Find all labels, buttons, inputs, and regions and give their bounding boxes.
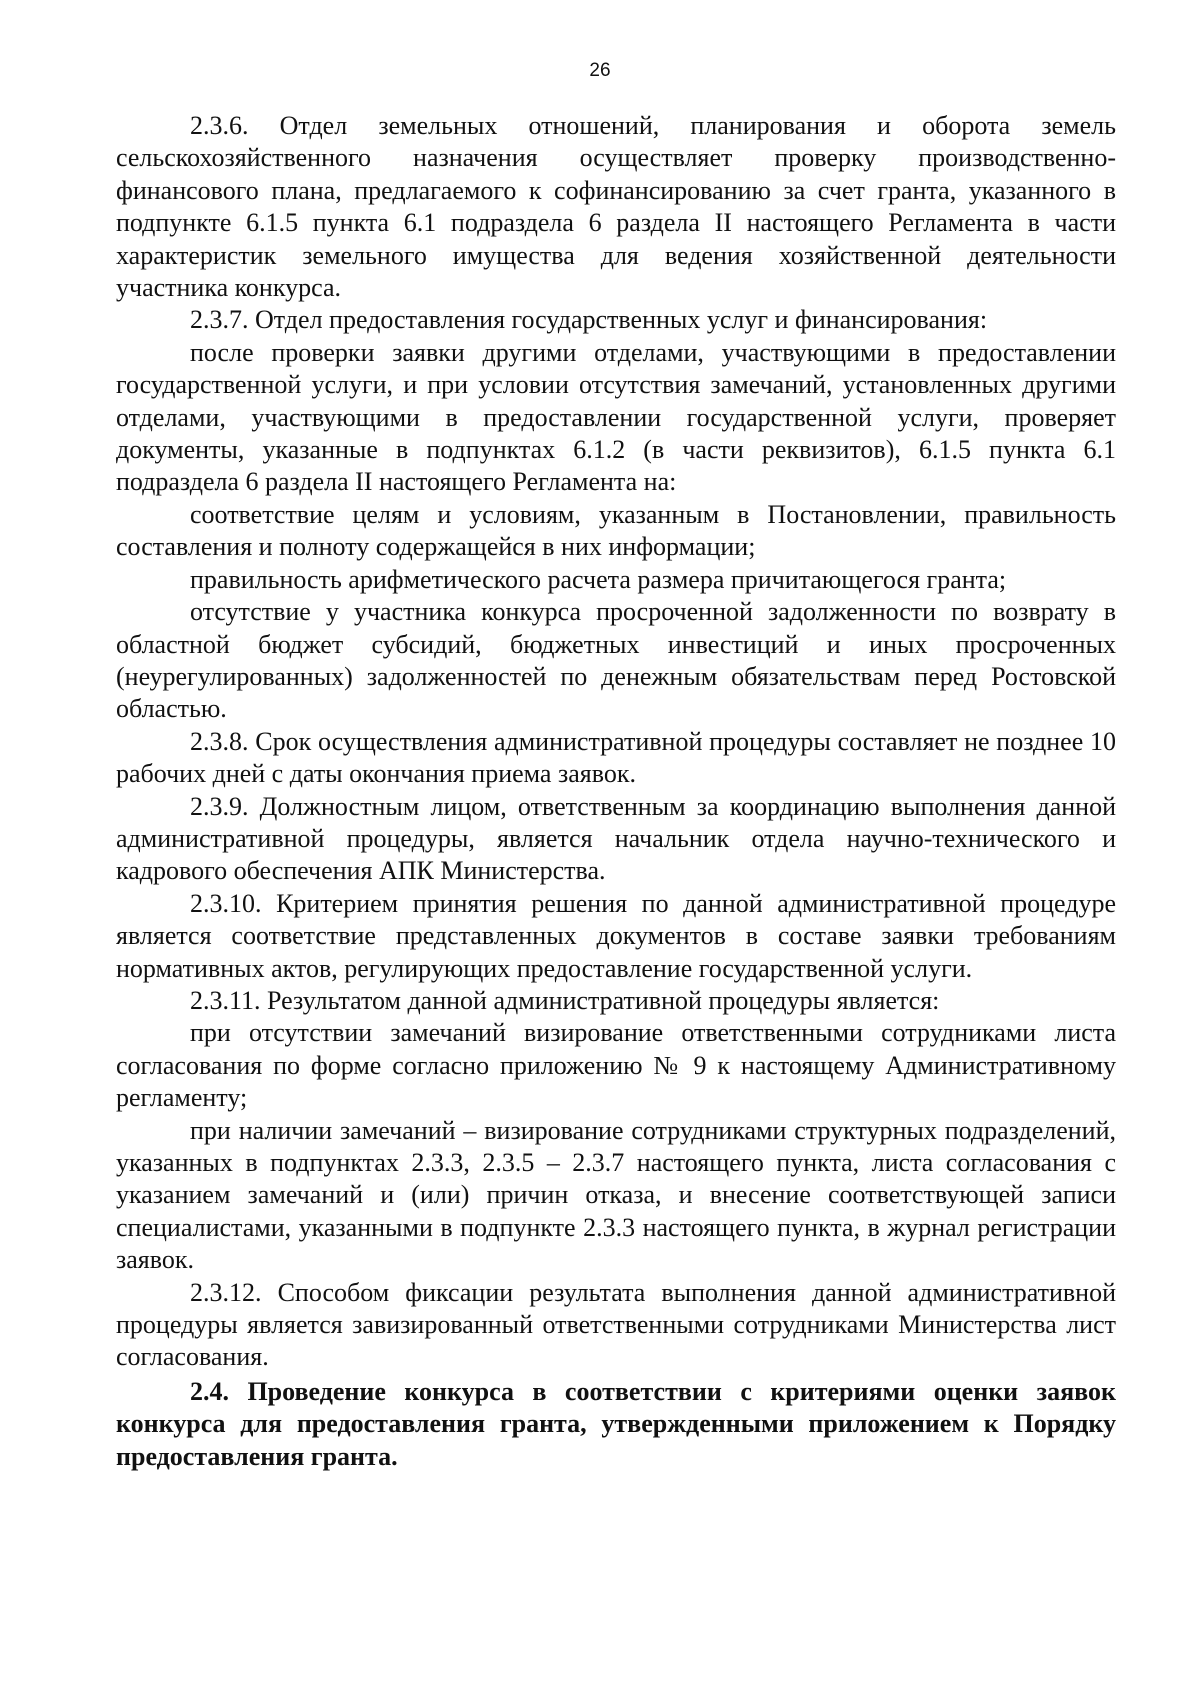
page-number: 26 xyxy=(589,60,611,81)
paragraph-2-3-7-calculation: правильность арифметического расчета размера причитающегося гранта; xyxy=(190,564,1007,594)
paragraph-2-3-6: 2.3.6. Отдел земельных отношений, планирования и оборота земель сельскохозяйственного назначения осуществляет проверку производственно-финансового плана, предлагаемого к софинансированию за счет гранта, указанного в подпункте 6.1.5 пункта 6.1 подраздела 6 раздела II настоящего Регламента в части характеристик земельного имущества для ведения хозяйственной деятельности участника конкурса. xyxy=(116,111,1116,303)
paragraph-2-3-9: 2.3.9. Должностным лицом, ответственным за координацию выполнения данной административной процедуры, является начальник отдела научно-технического и кадрового обеспечения АПК Министерства. xyxy=(116,791,1116,886)
paragraph-2-3-11: 2.3.11. Результатом данной административной процедуры является: xyxy=(190,985,940,1015)
paragraph-2-3-7: 2.3.7. Отдел предоставления государственных услуг и финансирования: xyxy=(190,305,988,335)
paragraph-2-3-8: 2.3.8. Срок осуществления административной процедуры составляет не позднее 10 рабочих дней с даты окончания приема заявок. xyxy=(116,726,1116,789)
document-body xyxy=(116,110,1116,1473)
paragraph-2-3-12: 2.3.12. Способом фиксации результата выполнения данной административной процедуры является завизированный ответственными сотрудниками Министерства лист согласования. xyxy=(116,1277,1116,1372)
paragraph-2-3-7-compliance: соответствие целям и условиям, указанным в Постановлении, правильность составления и полноту содержащейся в них информации; xyxy=(116,499,1116,562)
paragraph-2-3-10: 2.3.10. Критерием принятия решения по данной административной процедуре является соответствие представленных документов в составе заявки требованиям нормативных актов, регулирующих предоставление государственной услуги. xyxy=(116,888,1116,983)
paragraph-2-3-7-debt: отсутствие у участника конкурса просроченной задолженности по возврату в областной бюджет субсидий, бюджетных инвестиций и иных просроченных (неурегулированных) задолженностей по денежным обязательствам перед Ростовской областью. xyxy=(116,597,1116,724)
paragraph-2-3-11-remarks: при наличии замечаний – визирование сотрудниками структурных подразделений, указанных в подпунктах 2.3.3, 2.3.5 – 2.3.7 настоящего пункта, листа согласования с указанием замечаний и (или) причин отказа, и внесение соответствующей записи специалистами, указанными в подпункте 2.3.3 настоящего пункта, в журнал регистрации заявок. xyxy=(116,1115,1116,1275)
section-heading-2-4: 2.4. Проведение конкурса в соответствии с критериями оценки заявок конкурса для предоставления гранта, утвержденными приложением к Порядку предоставления гранта. xyxy=(116,1376,1116,1471)
paragraph-2-3-7-check: после проверки заявки другими отделами, участвующими в предоставлении государственной услуги, и при условии отсутствия замечаний, установленных другими отделами, участвующими в предоставлении государственной услуги, проверяет документы, указанные в подпунктах 6.1.2 (в части реквизитов), 6.1.5 пункта 6.1 подраздела 6 раздела II настоящего Регламента на: xyxy=(116,337,1116,497)
paragraph-2-3-11-no-remarks: при отсутствии замечаний визирование ответственными сотрудниками листа согласования по форме согласно приложению № 9 к настоящему Административному регламенту; xyxy=(116,1018,1116,1113)
